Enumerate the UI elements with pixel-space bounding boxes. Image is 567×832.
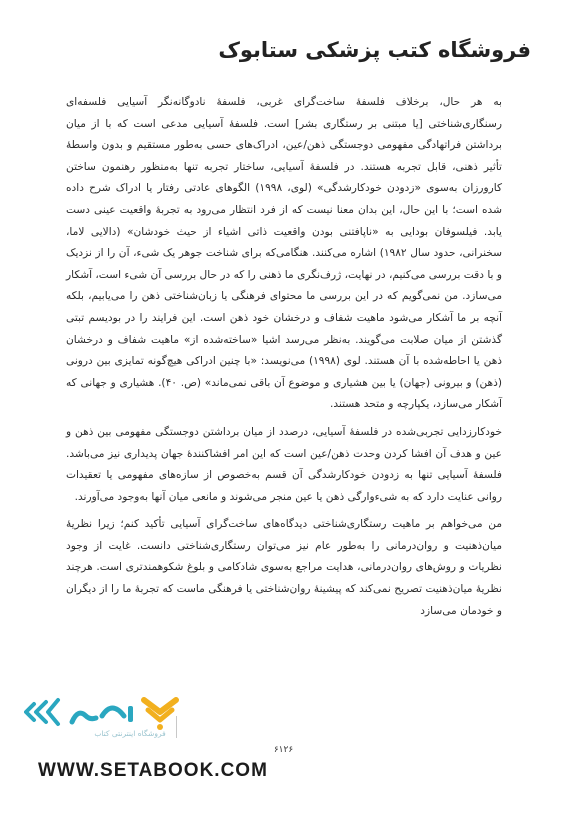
- setabook-logo: [24, 694, 184, 746]
- paragraph-1: به هر حال، برخلاف فلسفهٔ ساخت‌گرای غربی، فلسفهٔ نادوگانه‌نگر آسیایی فلسفه‌ای رسنگاری‌شناختی [یا مبتنی بر رستگاری بشر] است. فلسفهٔ آسیایی مدعی است که با از میان برداشتن فراتهادگی مفهومی دوجستگی ذهن/عین، ادراک‌های حسی به‌طور مستقیم و بدون واسطهٔ تأثیر ذهنی، قابل تجربه هستند. در فلسفهٔ آسیایی، ساختار تجربه تنها به‌منظور رهنمون ساختن کارورزان به‌سوی «زدودن خودکارشدگی» (لوی، ۱۹۹۸) الگوهای عادتی رفتار یا ادراک شرح داده شده است؛ با این حال، این بدان معنا نیست که از فرد انتظار می‌رود به تجربهٔ واقعیت عینی دست یابد. فیلسوفان بودایی به «ناپافتنی بودن واقعیت ذاتی اشیاء از حیث خودشان» (دالایی لاما، سخنرانی، حدود سال ۱۹۸۲) اشاره می‌کنند. هنگامی‌که برای شناخت جوهر یک شیء، آن را از نزدیک و با دقت بررسی می‌کنیم، در نهایت، ژرف‌نگری ما ذهنی را که در حال بررسی آن شیء است، آشکار می‌سازد. من نمی‌گویم که در این بررسی ما محتوای فرهنگی یا زبان‌شناختی ذهن را می‌یابیم، بلکه آنچه بر ما آشکار می‌شود ماهیت شفاف و درخشان خود ذهن است. این فرایند را در بودیسم تبتی گذشتن از میان صلابت می‌گویند. به‌نظر می‌رسد اشیا «ساخته‌شده از» ماهیت شفاف و درخشان ذهن یا احاطه‌شده با آن هستند. لوی (۱۹۹۸) می‌نویسد: «با چنین ادراکی هیچ‌گونه تمایزی بین درونی (ذهن) و بیرونی (جهان) یا بین هشیاری و موضوع آن باقی نمی‌ماند» (ص. ۴۰). هشیاری و جهانی که آشکار می‌سازد، یکپارچه و متحد هستند.: [66, 96, 502, 411]
- body-text: [66, 92, 502, 628]
- website-url[interactable]: WWW.SETABOOK.COM: [38, 760, 268, 781]
- paragraph-3: من می‌خواهم بر ماهیت رستگاری‌شناختی دیدگاه‌های ساخت‌گرای آسیایی تأکید کنم؛ زیرا نظریهٔ میان‌ذهنیت و روان‌درمانی را به‌طور عام نیز می‌توان رستگاری‌شناختی دانست. غایت از وجود نظریات و روش‌های روان‌درمانی، هدایت مراجع به‌سوی شادکامی و بلوغ شکوهمندتری است. هرچند نظریهٔ میان‌ذهنیت تصریح نمی‌کند که پیشینهٔ روان‌شناختی یا فرهنگی ماست که تجربهٔ ما را از دیگران و خودمان می‌سازد: [66, 518, 502, 617]
- logo-tagline: فروشگاه اینترنتی کتاب: [94, 729, 166, 738]
- divider: [176, 716, 177, 738]
- store-title: فروشگاه کتب پزشکی ستابوک: [218, 38, 531, 62]
- paragraph-2: خودکارزدایی تجربی‌شده در فلسفهٔ آسیایی، درصدد از میان برداشتن دوجستگی مفهومی بین ذهن و عین و هدف آن افشا کردن وحدت ذهن/عین است که این امر افشاکنندهٔ جهان پدیداری نیز می‌باشد. فلسفهٔ آسیایی تنها به زدودن خودکارشدگی آن قسم به‌خصوص از سازه‌های مفهومی یا تعقیدات روانی عنایت دارد که به شیء‌وارگی ذهن یا عین منجر می‌شوند و مانعی میان آنها به‌وجود می‌آورند.: [66, 425, 502, 503]
- setabook-logo-mark: [24, 694, 184, 734]
- page-number: ۶۱۲۶: [273, 745, 294, 755]
